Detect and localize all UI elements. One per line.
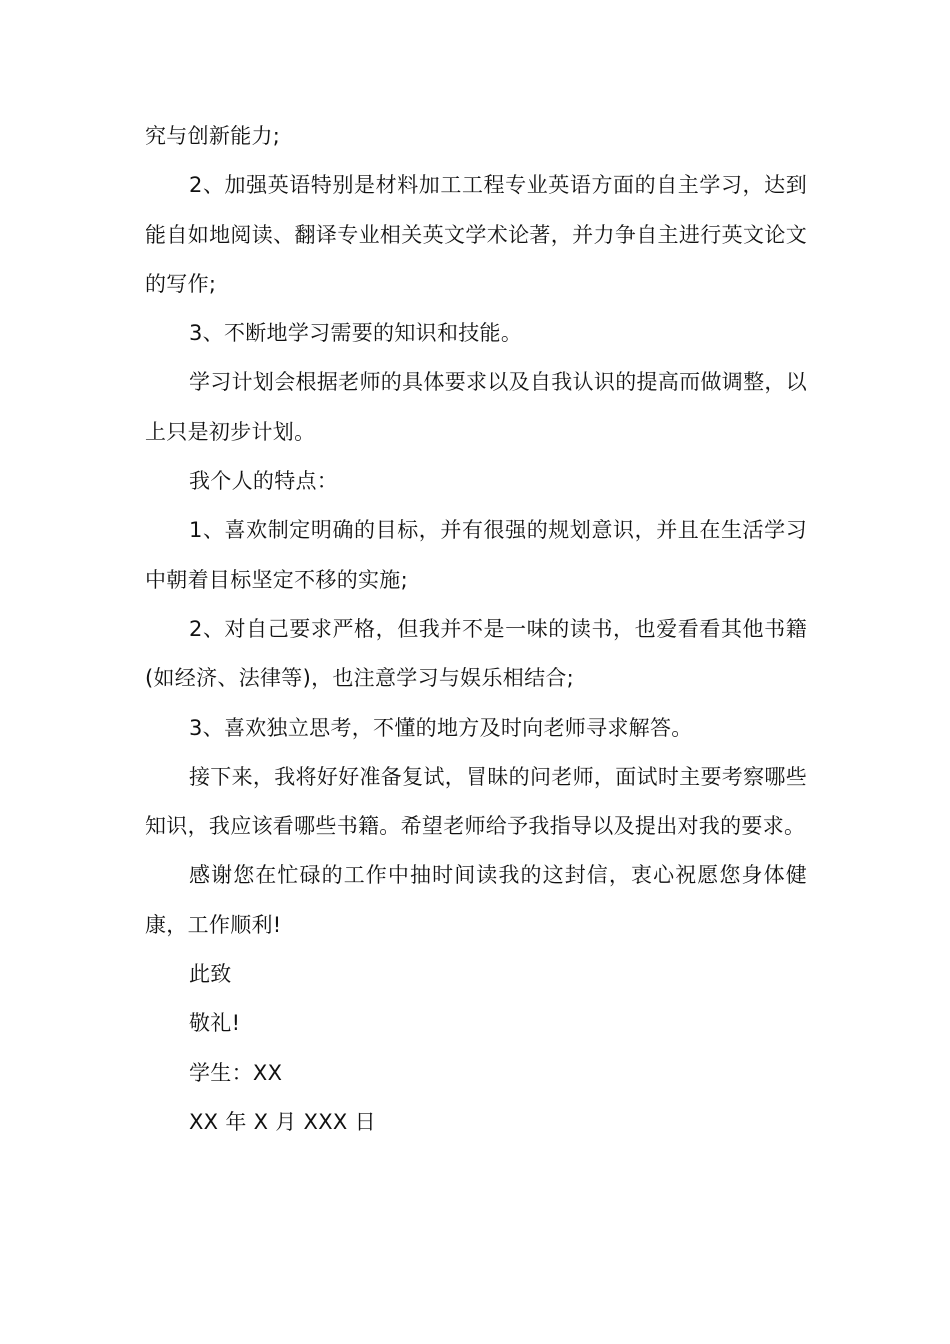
paragraph-trait-1: 1、喜欢制定明确的目标，并有很强的规划意识，并且在生活学习中朝着目标坚定不移的实施;	[145, 518, 807, 592]
paragraph-trait-2: 2、对自己要求严格，但我并不是一味的读书，也爱看看其他书籍(如经济、法律等)，也注意学习与娱乐相结合;	[145, 616, 807, 691]
signature-student: 学生：XX	[189, 1060, 283, 1085]
paragraph-trait-3: 3、喜欢独立思考，不懂的地方及时向老师寻求解答。	[189, 715, 693, 740]
signature-date: XX 年 X 月 XXX 日	[189, 1109, 376, 1134]
paragraph-plan-item-3: 3、不断地学习需要的知识和技能。	[189, 321, 523, 346]
paragraph-plan-note: 学习计划会根据老师的具体要求以及自我认识的提高而做调整，以上只是初步计划。	[145, 370, 807, 444]
paragraph-thanks: 感谢您在忙碌的工作中抽时间读我的这封信，衷心祝愿您身体健康，工作顺利!	[145, 863, 807, 937]
closing-salutation: 此致	[189, 962, 232, 987]
paragraph-plan-item-2: 2、加强英语特别是材料加工工程专业英语方面的自主学习，达到能自如地阅读、翻译专业相关英文学术论著，并力争自主进行英文论文的写作;	[145, 173, 807, 296]
closing-regards: 敬礼!	[189, 1011, 241, 1036]
paragraph-continuation: 究与创新能力;	[145, 124, 281, 148]
paragraph-next-steps: 接下来，我将好好准备复试，冒昧的问老师，面试时主要考察哪些知识，我应该看哪些书籍。希望老师给予我指导以及提出对我的要求。	[145, 764, 807, 839]
paragraph-traits-heading: 我个人的特点：	[189, 469, 339, 494]
letter-body	[145, 112, 807, 1147]
